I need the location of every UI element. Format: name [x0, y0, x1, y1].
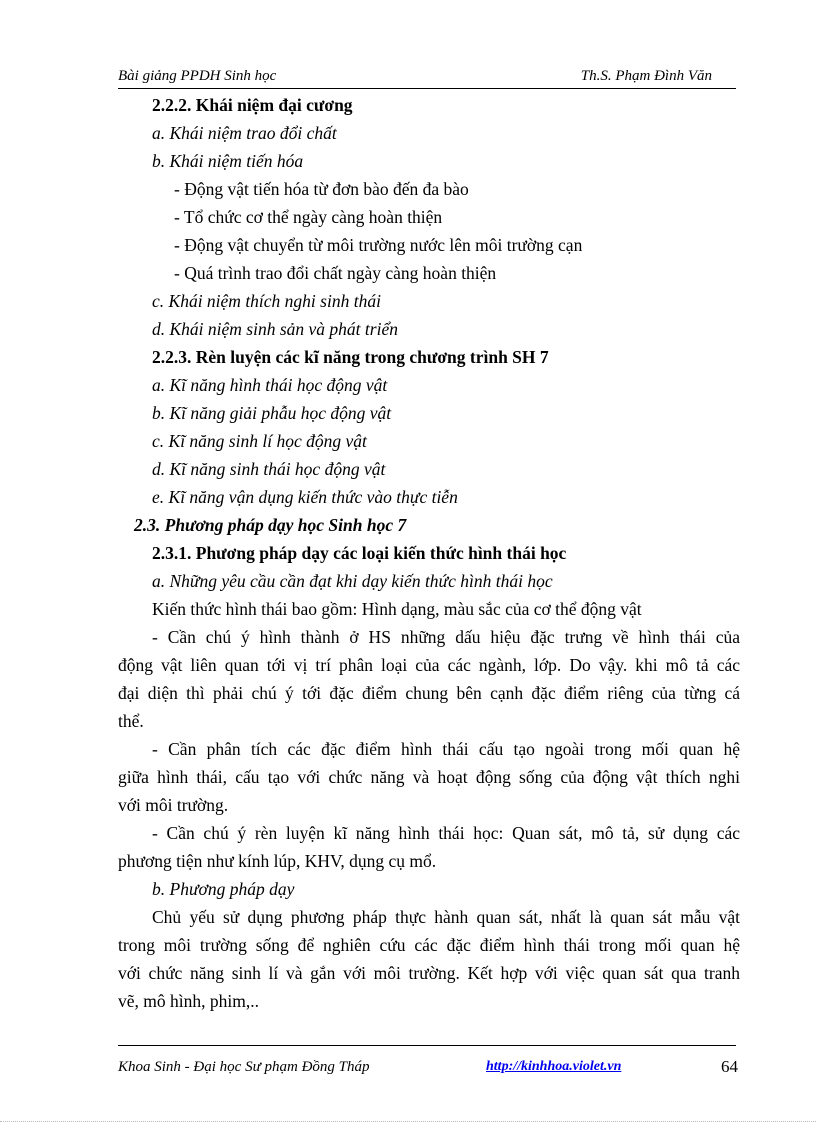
paragraph-line: Chủ yếu sử dụng phương pháp thực hành quan sát, nhất là quan sát mẫu vật	[152, 907, 740, 927]
paragraph-line: - Cần chú ý hình thành ở HS những dấu hiệu đặc trưng về hình thái của	[152, 627, 740, 647]
paragraph-line: vẽ, mô hình, phim,..	[118, 991, 259, 1011]
list-item: - Quá trình trao đổi chất ngày càng hoàn thiện	[174, 263, 497, 283]
paragraph-line: động vật liên quan tới vị trí phân loại của các ngành, lớp. Do vậy. khi mô tả các	[118, 655, 740, 675]
paragraph-line: với chức năng sinh lí và gắn với môi trường. Kết hợp với việc quan sát qua tranh	[118, 963, 740, 983]
paragraph-line: giữa hình thái, cấu tạo với chức năng và hoạt động sống của động vật thích nghi	[118, 767, 740, 787]
paragraph-line: - Cần chú ý rèn luyện kĩ năng hình thái học: Quan sát, mô tả, sử dụng các	[152, 823, 740, 843]
skill-item: c. Kĩ năng sinh lí học động vật	[152, 431, 367, 451]
paragraph-line: đại diện thì phải chú ý tới đặc điểm chung bên cạnh đặc điểm riêng của từng cá	[118, 683, 740, 703]
list-item: - Tổ chức cơ thể ngày càng hoàn thiện	[174, 207, 443, 227]
footer-website-link[interactable]: http://kinhhoa.violet.vn	[486, 1059, 622, 1074]
paragraph-line: phương tiện như kính lúp, KHV, dụng cụ mổ.	[118, 851, 437, 871]
subheading-sinh-san: d. Khái niệm sinh sản và phát triển	[152, 319, 398, 339]
page-number: 64	[721, 1057, 738, 1076]
list-item: - Động vật chuyển từ môi trường nước lên môi trường cạn	[174, 235, 583, 255]
subheading-trao-doi-chat: a. Khái niệm trao đổi chất	[152, 123, 337, 143]
heading-2-2-2: 2.2.2. Khái niệm đại cương	[152, 95, 353, 115]
heading-2-3: 2.3. Phương pháp dạy học Sinh học 7	[134, 515, 407, 535]
skill-item: a. Kĩ năng hình thái học động vật	[152, 375, 388, 395]
page-header	[118, 66, 736, 89]
paragraph-line: với môi trường.	[118, 795, 229, 815]
subheading-phuong-phap: b. Phương pháp dạy	[152, 879, 295, 899]
page-footer	[118, 1057, 740, 1081]
heading-2-2-3: 2.2.3. Rèn luyện các kĩ năng trong chương trình SH 7	[152, 347, 549, 367]
paragraph-line: trong môi trường sống để nghiên cứu các đặc điểm hình thái trong mối quan hệ	[118, 935, 740, 955]
footer-institution: Khoa Sinh - Đại học Sư phạm Đồng Tháp	[118, 1059, 370, 1075]
skill-item: b. Kĩ năng giải phẫu học động vật	[152, 403, 392, 423]
header-author: Th.S. Phạm Đình Văn	[580, 68, 712, 84]
page-edge-divider	[0, 1121, 816, 1122]
list-item: - Động vật tiến hóa từ đơn bào đến đa bào	[174, 179, 469, 199]
header-course-title: Bài giảng PPDH Sinh học	[118, 68, 277, 84]
heading-2-3-1: 2.3.1. Phương pháp dạy các loại kiến thức hình thái học	[152, 543, 567, 563]
subheading-tien-hoa: b. Khái niệm tiến hóa	[152, 151, 304, 171]
paragraph-line: Kiến thức hình thái bao gồm: Hình dạng, màu sắc của cơ thể động vật	[152, 599, 642, 619]
subheading-thich-nghi: c. Khái niệm thích nghi sinh thái	[152, 291, 381, 311]
paragraph-line: thể.	[118, 711, 144, 731]
footer-divider	[118, 1045, 736, 1046]
skill-item: d. Kĩ năng sinh thái học động vật	[152, 459, 386, 479]
skill-item: e. Kĩ năng vận dụng kiến thức vào thực tiễn	[152, 487, 458, 507]
paragraph-line: - Cần phân tích các đặc điểm hình thái cấu tạo ngoài trong mối quan hệ	[152, 739, 740, 759]
subheading-yeu-cau: a. Những yêu cầu cần đạt khi dạy kiến thức hình thái học	[152, 571, 553, 591]
